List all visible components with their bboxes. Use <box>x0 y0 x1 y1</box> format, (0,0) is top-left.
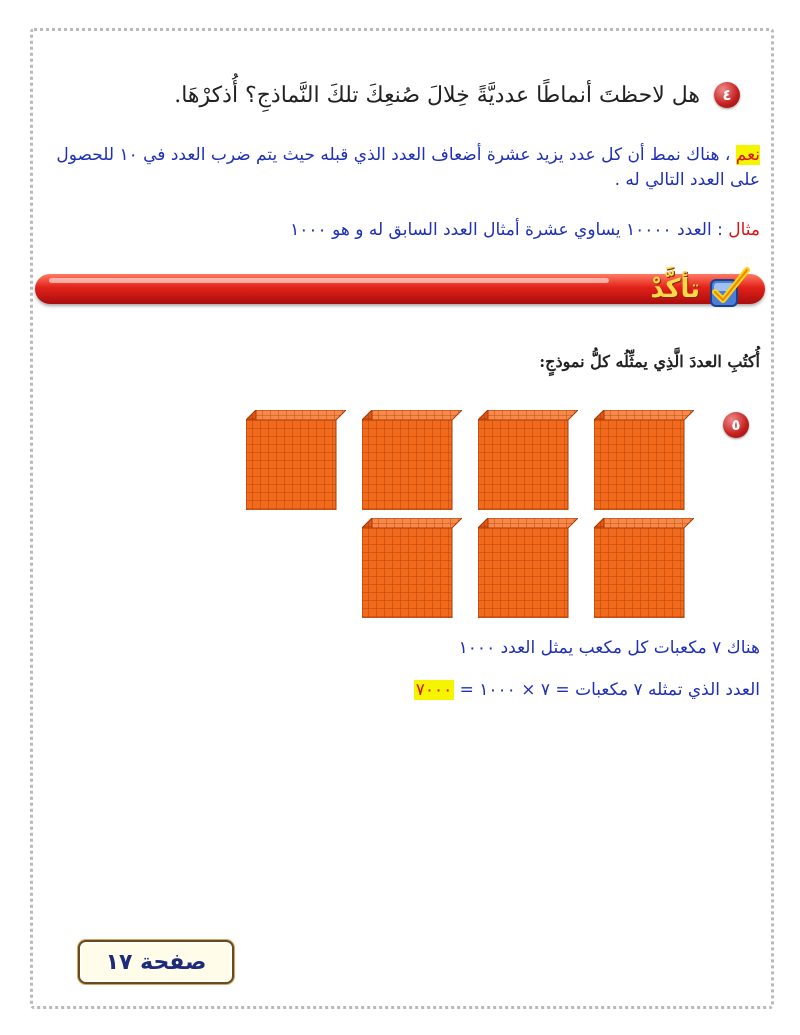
question-text: هل لاحظتَ أنماطًا عدديَّةً خِلالَ صُنعِكَ تلكَ النَّماذجِ؟ أُذكرْهَا. <box>174 82 700 108</box>
thousand-cube-icon <box>594 518 694 618</box>
thousand-cube-icon <box>594 410 694 510</box>
example-text: : العدد ١٠٠٠٠ يساوي عشرة أمثال العدد السابق له و هو ١٠٠٠ <box>290 220 729 240</box>
thousand-cube-icon <box>478 410 578 510</box>
question-number-badge: ٤ <box>714 82 740 108</box>
answer-paragraph <box>35 143 760 193</box>
equation-text: العدد الذي تمثله ٧ مكعبات = ٧ × ١٠٠٠ = <box>454 680 760 700</box>
explanation-line-2 <box>414 680 760 700</box>
instruction-text: أُكتُبِ العددَ الَّذِي يمثِّلُه كلُّ نموذجٍ: <box>539 352 760 371</box>
thousand-cube-icon <box>246 410 346 510</box>
exercise-number-badge: ٥ <box>723 412 749 438</box>
thousand-cube-icon <box>478 518 578 618</box>
answer-text: ، هناك نمط أن كل عدد يزيد عشرة أضعاف العدد الذي قبله حيث يتم ضرب العدد في ١٠ للحصول على العدد التالي له . <box>56 145 760 190</box>
section-banner <box>35 266 765 314</box>
thousand-cube-icon <box>362 410 462 510</box>
page-number-label: صفحة ١٧ <box>78 940 234 984</box>
explanation-line-1: هناك ٧ مكعبات كل مكعب يمثل العدد ١٠٠٠ <box>458 638 760 658</box>
example-label: مثال <box>728 220 760 240</box>
question-4 <box>40 75 740 115</box>
checkmark-icon <box>705 266 751 312</box>
thousand-cube-icon <box>362 518 462 618</box>
yes-label: نعم <box>735 145 760 165</box>
equation-result: ٧٠٠٠ <box>415 680 453 700</box>
example-paragraph <box>35 218 760 243</box>
banner-title: تأكَّدْ <box>650 274 700 304</box>
